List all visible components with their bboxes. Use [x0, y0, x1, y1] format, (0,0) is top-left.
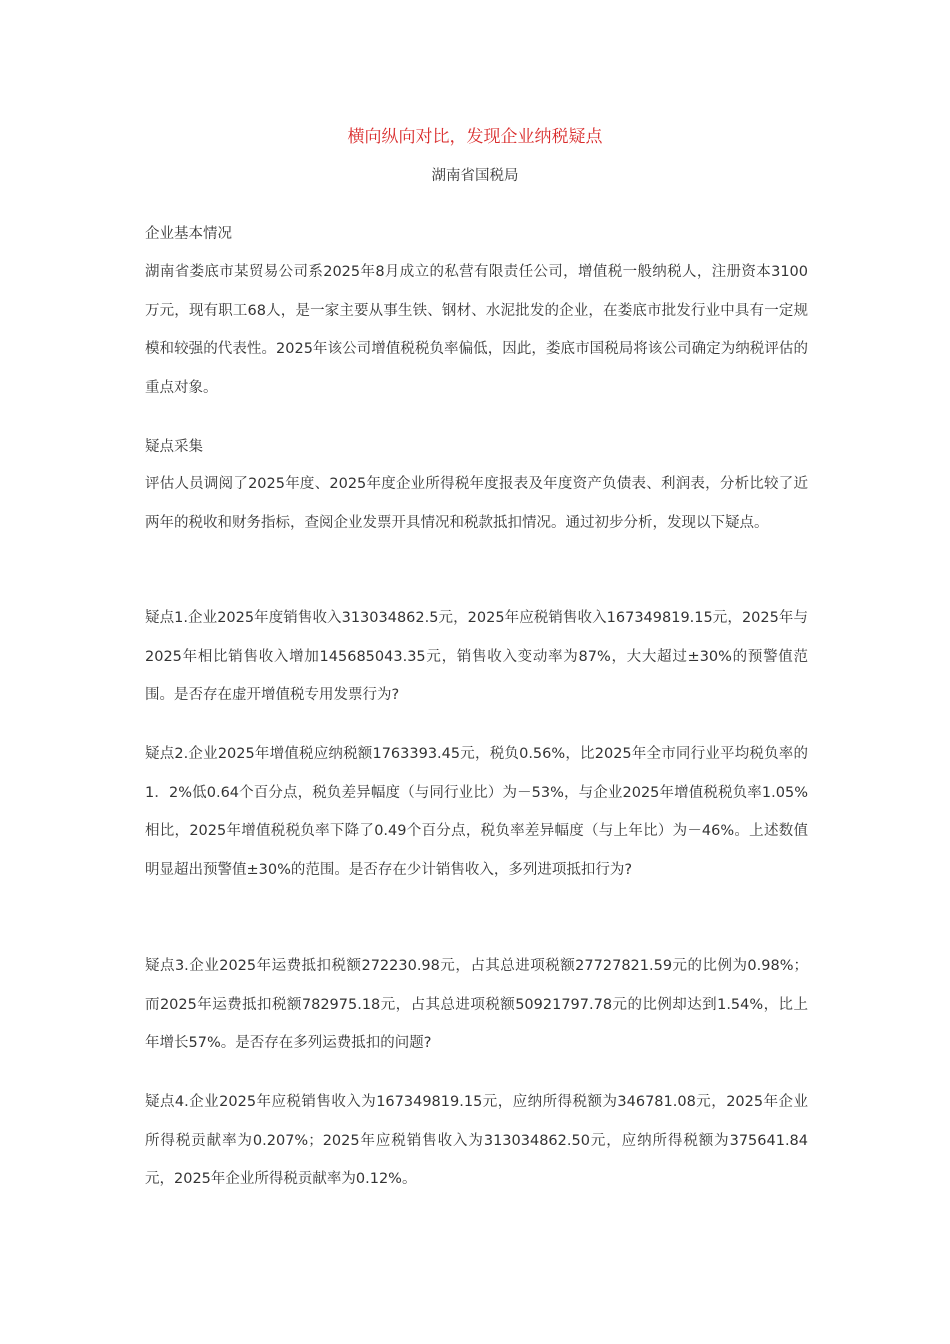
document-title: 横向纵向对比，发现企业纳税疑点 — [347, 127, 603, 147]
paragraph-doubt-4: 疑点4.企业2025年应税销售收入为167349819.15元，应纳所得税额为346781.08元，2025年企业所得税贡献率为0.207%；2025年应税销售收入为313034862.50元，应纳所得税额为375641.84元，2025年企业所得税贡献率为0.12%。 — [145, 1094, 808, 1187]
section-heading-doubt-collection: 疑点采集 — [145, 439, 203, 455]
paragraph-doubt-1: 疑点1.企业2025年度销售收入313034862.5元，2025年应税销售收入167349819.15元，2025年与2025年相比销售收入增加145685043.35元，销售收入变动率为87%，大大超过±30%的预警值范围。是否存在虚开增值税专用发票行为? — [145, 610, 808, 703]
section-heading-basic-info: 企业基本情况 — [145, 226, 232, 242]
paragraph-basic-info: 湖南省娄底市某贸易公司系2025年8月成立的私营有限责任公司，增值税一般纳税人，注册资本3100万元，现有职工68人，是一家主要从事生铁、钢材、水泥批发的企业，在娄底市批发行业中具有一定规模和较强的代表性。2025年该公司增值税税负率偏低，因此，娄底市国税局将该公司确定为纳税评估的重点对象。 — [145, 264, 808, 396]
paragraph-doubt-intro: 评估人员调阅了2025年度、2025年度企业所得税年度报表及年度资产负债表、利润表，分析比较了近两年的税收和财务指标，查阅企业发票开具情况和税款抵扣情况。通过初步分析，发现以下疑点。 — [145, 476, 808, 531]
paragraph-doubt-3: 疑点3.企业2025年运费抵扣税额272230.98元，占其总进项税额27727821.59元的比例为0.98%；而2025年运费抵扣税额782975.18元，占其总进项税额50921797.78元的比例却达到1.54%，比上年增长57%。是否存在多列运费抵扣的问题? — [145, 958, 808, 1051]
paragraph-doubt-2: 疑点2.企业2025年增值税应纳税额1763393.45元，税负0.56%，比2025年全市同行业平均税负率的1．2%低0.64个百分点，税负差异幅度（与同行业比）为－53%，与企业2025年增值税税负率1.05%相比，2025年增值税税负率下降了0.49个百分点，税负率差异幅度（与上年比）为－46%。上述数值明显超出预警值±30%的范围。是否存在少计销售收入，多列进项抵扣行为? — [145, 746, 808, 878]
document-author: 湖南省国税局 — [431, 168, 519, 184]
